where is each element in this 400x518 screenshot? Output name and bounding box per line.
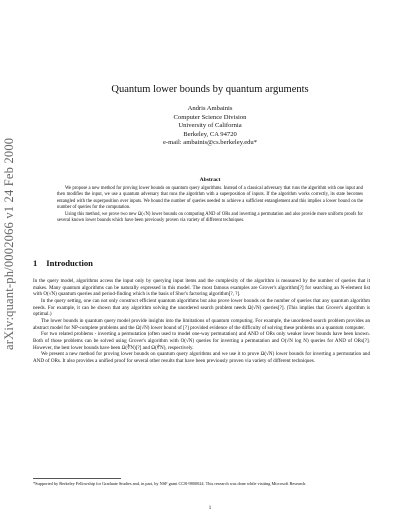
page-number: 1	[208, 505, 212, 511]
author-affiliation-division: Computer Science Division	[173, 113, 247, 121]
body-paragraph: For two related problems - inverting a permutation (often used to model one-way permutation) and AND of ORs only weaker lower bounds have been known. Both of those problems can be solved using Grover's algorithm with O(√N) queries for inverting a permutation and O(√N log N) queries for AND of ORs[?]. However, the best lower bounds have been Ω(∛N)[?] and Ω(∜N), respectively.	[33, 331, 370, 351]
footnote-rule	[33, 478, 121, 479]
section-number: 1	[33, 258, 38, 268]
author-affiliation-city: Berkeley, CA 94720	[183, 130, 237, 138]
abstract-paragraph: We propose a new method for proving lower bounds on quantum query algorithms. Instead of a classical adversary that runs the algorithm with one input and then modifies the input, we use a quantum adversary that runs the algorithm with a superposition of inputs. If the algorithm works correctly, its state becomes entangled with the superposition over inputs. We bound the number of queries needed to achieve a sufficient entanglement and this implies a lower bound on the number of queries for the computation.	[57, 186, 363, 211]
body-paragraph: In the query setting, one can not only construct efficient quantum algorithms but also prove lower bounds on the number of queries that any quantum algorithm needs. For example, it can be shown that any algorithm solving the unordered search problem needs Ω(√N) queries[?]. (This implies that Grover's algorithm is optimal.)	[33, 297, 370, 318]
author-name: Andris Ambainis	[187, 105, 233, 112]
arxiv-identifier: arXiv:quant-ph/0002066 v1 24 Feb 2000	[2, 137, 16, 350]
section-title: Introduction	[46, 258, 93, 268]
body-paragraph: The lower bounds in quantum query model provide insights into the limitations of quantum computing. For example, the unordered search problem provides an abstract model for NP-complete problems and the Ω(√N) lower bound of [?] provided evidence of the difficulty of solving these problems on a quantum computer.	[33, 317, 370, 331]
abstract-heading: Abstract	[199, 177, 221, 183]
paper-title: Quantum lower bounds by quantum arguments	[111, 84, 309, 95]
author-email: e-mail: ambainis@cs.berkeley.edu*	[162, 139, 258, 147]
introduction-body	[33, 278, 370, 365]
author-block	[40, 105, 380, 148]
body-paragraph: We present a new method for proving lower bounds on quantum query algorithms and we use it to prove Ω(√N) lower bounds for inverting a permutation and AND of ORs. It also provides a unified proof for several other results that have been previously proven via variety of different techniques.	[33, 351, 370, 364]
abstract-body	[57, 186, 363, 224]
abstract-paragraph: Using this method, we prove two new Ω(√N) lower bounds on computing AND of ORs and inverting a permutation and also provide more uniform proofs for several known lower bounds which have been previously proven via variety of different techniques.	[57, 211, 363, 224]
footnote: *Supported by Berkeley Fellowship for Graduate Studies and, in part, by NSF grant CCR-9800024. This research was done while visiting Microsoft Research.	[33, 481, 307, 486]
author-affiliation-university: University of California	[178, 122, 242, 130]
body-paragraph: In the query model, algorithms access the input only by querying input items and the complexity of the algorithm is measured by the number of queries that it makes. Many quantum algorithms can be naturally expressed in this model. The most famous examples are Grover's algorithm[?] for searching an N-element list with O(√N) quantum queries and period-finding which is the basis of Shor's factoring algorithm[?, ?].	[33, 278, 370, 298]
section-heading	[33, 258, 373, 268]
